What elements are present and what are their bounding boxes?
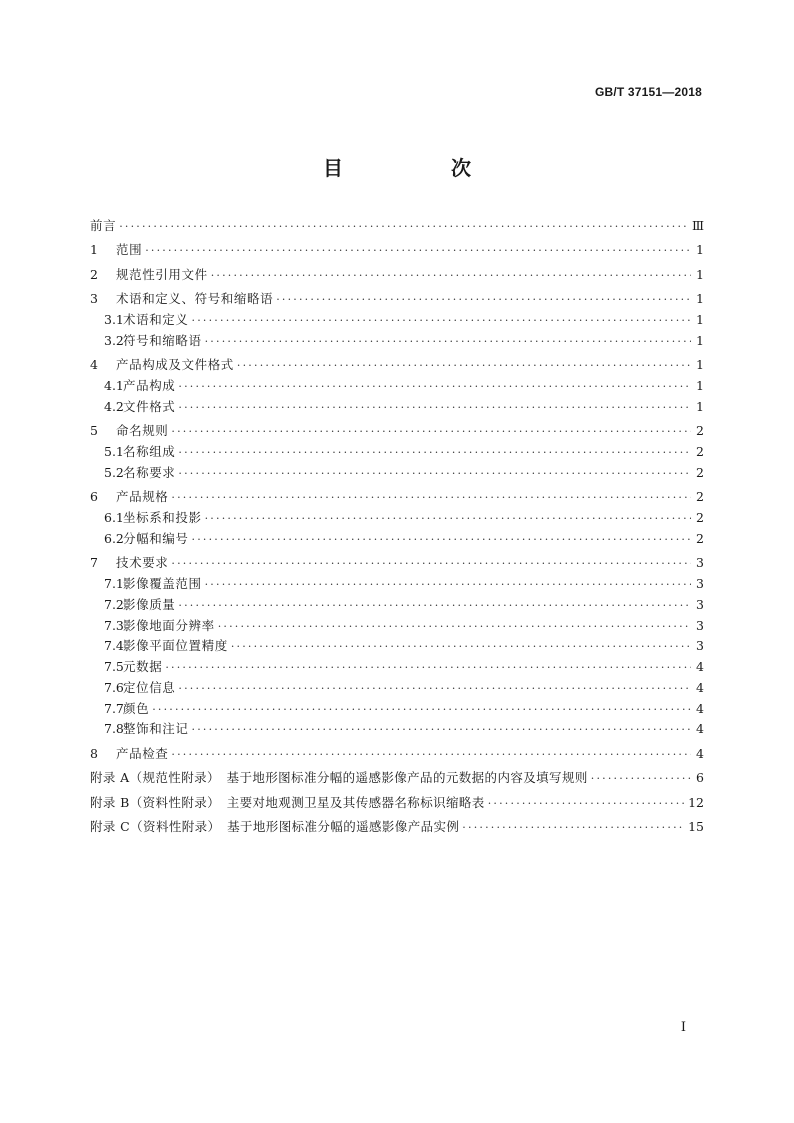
toc-leader-dots — [171, 491, 691, 504]
toc-entry[interactable] — [90, 331, 704, 352]
toc-entry-label: 坐标系和投影 — [123, 509, 202, 525]
toc-leader-dots — [178, 599, 691, 612]
toc-entry-page: 2 — [696, 489, 704, 505]
toc-entry-label: 规范性引用文件 — [116, 266, 208, 282]
toc-entry-page: 6 — [696, 770, 704, 786]
toc-entry-page: 1 — [696, 398, 704, 414]
toc-entry[interactable] — [90, 355, 704, 376]
toc-entry-number: 7.2 — [104, 596, 124, 612]
toc-entry[interactable] — [90, 699, 704, 720]
toc-entry-page: 3 — [696, 596, 704, 612]
toc-leader-dots — [171, 557, 691, 570]
toc-entry-number: 7.3 — [104, 617, 124, 633]
toc-entry-label: 附录 C（资料性附录） 基于地形图标准分幅的遥感影像产品实例 — [90, 819, 460, 835]
toc-entry-label: 命名规则 — [116, 423, 169, 439]
toc-entry-label: 产品规格 — [116, 489, 169, 505]
toc-leader-dots — [165, 661, 691, 674]
toc-leader-dots — [192, 314, 691, 327]
toc-entry-page: 4 — [696, 721, 704, 737]
toc-entry-page: 4 — [696, 700, 704, 716]
toc-entry-label: 颜色 — [123, 700, 150, 716]
toc-entry-label: 产品检查 — [116, 745, 169, 761]
toc-entry[interactable] — [90, 719, 704, 740]
toc-leader-dots — [192, 533, 691, 546]
toc-entry-label: 分幅和编号 — [123, 530, 189, 546]
toc-entry-number: 4 — [90, 357, 98, 373]
standard-number: GB/T 37151—2018 — [594, 85, 702, 99]
toc-entry-label: 名称组成 — [123, 443, 176, 459]
toc-entry-number: 5 — [90, 423, 98, 439]
toc-entry-page: 15 — [688, 819, 704, 835]
toc-entry[interactable] — [90, 376, 704, 397]
toc-entry[interactable] — [90, 487, 704, 508]
toc-entry-number: 5.1 — [104, 443, 124, 459]
toc-leader-dots — [276, 293, 691, 306]
toc-entry-page: 4 — [696, 745, 704, 761]
page-number: I — [680, 1020, 686, 1035]
toc-leader-dots — [119, 220, 689, 233]
toc-entry-page: Ⅲ — [691, 218, 704, 233]
toc-entry-number: 7.6 — [104, 679, 124, 695]
toc-entry-number: 5.2 — [104, 464, 124, 480]
toc-entry-page: 1 — [696, 377, 704, 393]
toc-entry-number: 4.2 — [104, 398, 124, 414]
toc-entry[interactable] — [90, 636, 704, 657]
toc-leader-dots — [171, 748, 691, 761]
toc-entry-label: 符号和缩略语 — [123, 332, 202, 348]
toc-leader-dots — [178, 446, 691, 459]
toc-entry-label: 影像覆盖范围 — [123, 575, 202, 591]
toc-leader-dots — [218, 620, 691, 633]
toc-entry-label: 定位信息 — [123, 679, 176, 695]
toc-entry[interactable] — [90, 574, 704, 595]
toc-entry-number: 7 — [90, 555, 98, 571]
toc-leader-dots — [205, 512, 691, 525]
toc-entry-label: 产品构成 — [123, 377, 176, 393]
toc-entry[interactable] — [90, 595, 704, 616]
toc-entry-page: 2 — [696, 443, 704, 459]
page-title: 目 次 — [323, 156, 515, 180]
toc-entry-label: 影像质量 — [123, 596, 176, 612]
toc-entry-page: 3 — [696, 575, 704, 591]
toc-entry-number: 3.1 — [104, 311, 124, 327]
toc-entry-label: 范围 — [116, 242, 143, 258]
toc-entry-label: 名称要求 — [123, 464, 176, 480]
toc-entry-page: 3 — [696, 638, 704, 654]
toc-entry-page: 2 — [696, 464, 704, 480]
toc-entry[interactable] — [90, 678, 704, 699]
toc-entry-number: 7.5 — [104, 659, 124, 675]
toc-entry[interactable] — [90, 265, 704, 286]
toc-entry[interactable] — [90, 240, 704, 261]
toc-entry-label: 元数据 — [123, 659, 163, 675]
toc-entry-number: 3.2 — [104, 332, 124, 348]
toc-leader-dots — [192, 723, 691, 736]
toc-entry-number: 7.4 — [104, 638, 124, 654]
toc-entry-number: 7.7 — [104, 700, 124, 716]
toc-entry-number: 7.8 — [104, 721, 124, 737]
toc-entry-page: 2 — [696, 530, 704, 546]
toc-entry[interactable] — [90, 463, 704, 484]
toc-leader-dots — [178, 401, 691, 414]
toc-entry-label: 整饰和注记 — [123, 721, 189, 737]
toc-entry[interactable] — [90, 529, 704, 550]
toc-entry-number: 6.1 — [104, 509, 124, 525]
toc-leader-dots — [591, 772, 691, 785]
toc-leader-dots — [211, 269, 691, 282]
toc-entry[interactable] — [90, 310, 704, 331]
toc-entry-page: 1 — [696, 311, 704, 327]
toc-entry[interactable] — [90, 793, 704, 814]
toc-entry-label: 技术要求 — [116, 555, 169, 571]
toc-entry-number: 3 — [90, 291, 98, 307]
toc-entry-page: 1 — [696, 291, 704, 307]
toc-entry-page: 1 — [696, 357, 704, 373]
toc-leader-dots — [488, 797, 685, 810]
toc-entry-number: 6.2 — [104, 530, 124, 546]
toc-entry-label: 前言 — [90, 218, 117, 233]
toc-leader-dots — [152, 703, 691, 716]
toc-entry[interactable] — [90, 442, 704, 463]
toc-entry[interactable] — [90, 817, 704, 838]
toc-leader-dots — [231, 640, 691, 653]
toc-entry-label: 附录 A（规范性附录） 基于地形图标准分幅的遥感影像产品的元数据的内容及填写规则 — [90, 770, 588, 786]
toc-entry-label: 文件格式 — [123, 398, 176, 414]
toc-entry-page: 12 — [688, 794, 704, 810]
toc-entry-page: 3 — [696, 555, 704, 571]
toc-leader-dots — [462, 821, 685, 834]
toc-entry-number: 8 — [90, 745, 98, 761]
toc-leader-dots — [178, 682, 691, 695]
toc-leader-dots — [237, 359, 691, 372]
toc-entry-label: 影像平面位置精度 — [123, 638, 228, 654]
toc-leader-dots — [145, 244, 691, 257]
toc-entry-page: 4 — [696, 659, 704, 675]
toc-entry[interactable] — [90, 421, 704, 442]
toc-leader-dots — [205, 578, 691, 591]
toc-entry-page: 2 — [696, 423, 704, 439]
toc-entry[interactable] — [90, 616, 704, 637]
toc-leader-dots — [205, 335, 691, 348]
toc-entry-page: 1 — [696, 266, 704, 282]
toc-entry-label: 附录 B（资料性附录） 主要对地观测卫星及其传感器名称标识缩略表 — [90, 794, 485, 810]
toc-entry-page: 1 — [696, 332, 704, 348]
toc-entry-number: 6 — [90, 489, 98, 505]
table-of-contents — [90, 216, 704, 838]
toc-entry[interactable] — [90, 657, 704, 678]
toc-entry-page: 4 — [696, 679, 704, 695]
toc-entry[interactable] — [90, 508, 704, 529]
toc-entry-label: 影像地面分辨率 — [123, 617, 215, 633]
toc-leader-dots — [178, 467, 691, 480]
toc-entry[interactable] — [90, 397, 704, 418]
toc-entry-number: 7.1 — [104, 575, 124, 591]
toc-entry[interactable] — [90, 216, 704, 237]
toc-leader-dots — [171, 425, 691, 438]
toc-entry-page: 2 — [696, 509, 704, 525]
toc-entry-number: 1 — [90, 242, 98, 258]
toc-entry[interactable] — [90, 768, 704, 789]
toc-entry-number: 4.1 — [104, 377, 124, 393]
toc-entry-label: 术语和定义、符号和缩略语 — [116, 291, 274, 307]
toc-entry-page: 1 — [696, 242, 704, 258]
toc-entry-number: 2 — [90, 266, 98, 282]
toc-entry-label: 产品构成及文件格式 — [116, 357, 234, 373]
toc-leader-dots — [178, 380, 691, 393]
toc-entry[interactable] — [90, 289, 704, 310]
toc-entry-label: 术语和定义 — [123, 311, 189, 327]
toc-entry[interactable] — [90, 744, 704, 765]
toc-entry[interactable] — [90, 553, 704, 574]
toc-entry-page: 3 — [696, 617, 704, 633]
